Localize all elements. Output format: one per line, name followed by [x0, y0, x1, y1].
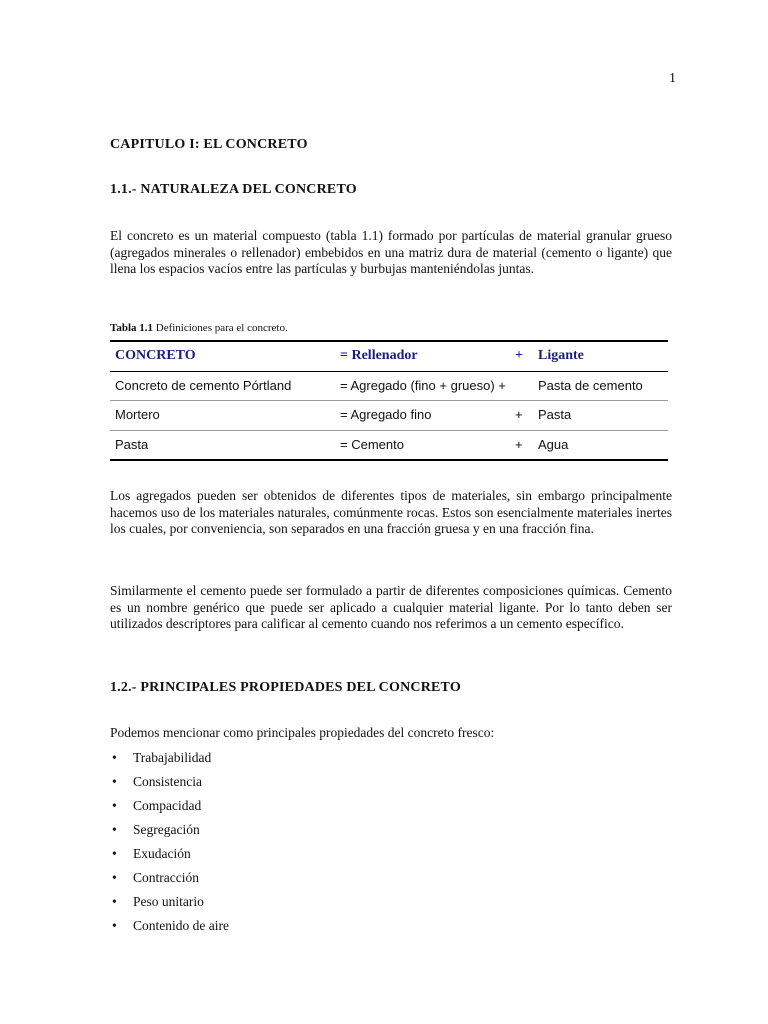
table-cell: + [515, 436, 523, 452]
list-item [110, 818, 229, 842]
list-item-label: Segregación [133, 822, 200, 837]
bullet-icon: • [112, 870, 117, 885]
paragraph-propiedades-intro: Podemos mencionar como principales propiedades del concreto fresco: [110, 725, 495, 740]
section-heading-propiedades: 1.2.- PRINCIPALES PROPIEDADES DEL CONCRETO [110, 680, 461, 695]
list-item [110, 890, 229, 914]
list-item-label: Compacidad [133, 798, 202, 813]
table-caption [110, 322, 288, 334]
table-row [110, 372, 668, 402]
table-header-row [110, 342, 668, 372]
table-cell: = Agregado fino [340, 407, 432, 422]
table-cell: + [515, 407, 523, 422]
table-cell: Pasta [115, 436, 149, 452]
paragraph-definicion: El concreto es un material compuesto (tabla 1.1) formado por partículas de material granular grueso (agregados minerales o rellenador) embebidos en una matriz dura de material (cemento o ligante) que llena los espacios vacíos entre las partículas y burbujas manteniéndolas juntas. [110, 228, 672, 276]
table-cell: = Cemento [340, 436, 404, 452]
bullet-icon: • [112, 750, 117, 765]
bullet-icon: • [112, 846, 117, 861]
bullet-icon: • [112, 822, 117, 837]
table-cell: Agua [538, 436, 569, 452]
header-plus: + [515, 348, 523, 363]
section-heading-naturaleza: 1.1.- NATURALEZA DEL CONCRETO [110, 182, 357, 197]
header-ligante: Ligante [538, 348, 584, 363]
table-cell: Mortero [115, 407, 160, 422]
page-number: 1 [669, 71, 676, 86]
table-cell: Concreto de cemento Pórtland [115, 377, 292, 393]
bullet-icon: • [112, 798, 117, 813]
paragraph-cemento: Similarmente el cemento puede ser formulado a partir de diferentes composiciones químicas. Cemento es un nombre genérico que puede ser aplicado a cualquier material ligante. Por lo tanto deben ser utilizados descriptores para calificar al cemento cuando nos referimos a un cemento específico. [110, 583, 672, 631]
list-item-label: Contenido de aire [133, 918, 229, 933]
properties-list [110, 746, 229, 938]
bullet-icon: • [112, 918, 117, 933]
table-cell: Pasta de cemento [538, 377, 643, 393]
list-item [110, 794, 229, 818]
bullet-icon: • [112, 894, 117, 909]
list-item-label: Exudación [133, 846, 191, 861]
list-item [110, 914, 229, 938]
list-item [110, 842, 229, 866]
header-rellenador: = Rellenador [340, 348, 418, 363]
table-caption-text: Definiciones para el concreto. [153, 322, 288, 334]
chapter-title: CAPITULO I: EL CONCRETO [110, 137, 308, 152]
list-item [110, 770, 229, 794]
list-item [110, 866, 229, 890]
table-cell: = Agregado (fino + grueso) + [340, 377, 506, 393]
list-item-label: Contracción [133, 870, 199, 885]
header-concreto: CONCRETO [115, 348, 196, 363]
bullet-icon: • [112, 774, 117, 789]
table-row [110, 431, 668, 460]
list-item-label: Consistencia [133, 774, 202, 789]
table-cell: Pasta [538, 407, 572, 422]
paragraph-agregados: Los agregados pueden ser obtenidos de diferentes tipos de materiales, sin embargo principalmente hacemos uso de los materiales naturales, comúnmente rocas. Estos son esencialmente materiales inertes los cuales, por conveniencia, son separados en una fracción gruesa y en una fracción fina. [110, 488, 672, 536]
list-item [110, 746, 229, 770]
list-item-label: Trabajabilidad [133, 750, 212, 765]
table-caption-label: Tabla 1.1 [110, 322, 154, 334]
definitions-table [110, 340, 668, 461]
table-row [110, 401, 668, 431]
list-item-label: Peso unitario [133, 894, 204, 909]
